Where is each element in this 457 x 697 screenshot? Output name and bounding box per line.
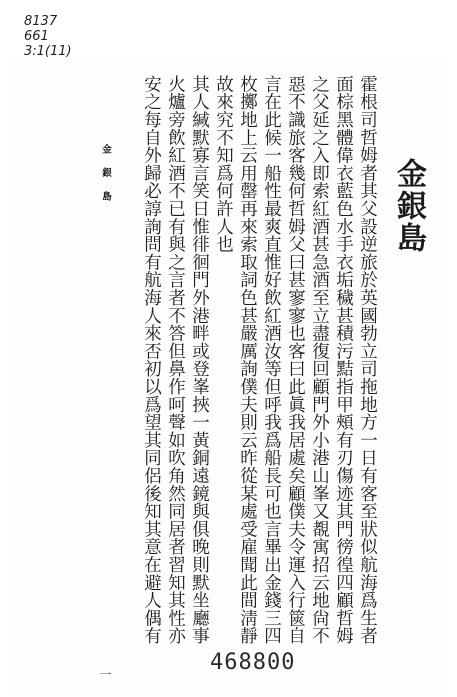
- text-column: 其人緘默寡言笑日惟徘徊門外港畔或登峯挾一黃銅遠鏡與俱晚則默坐廳事: [189, 75, 210, 645]
- catalog-stamp: 468800: [210, 650, 296, 675]
- page-scan: [8, 60, 448, 692]
- text-column: 故來究不知爲何許人也: [213, 75, 234, 253]
- shelf-mark-line: 661: [24, 29, 49, 44]
- text-column: 霍根司哲姆者其父設逆旅於英國勃立司拖地方一日有客至狀似航海爲生者: [357, 75, 378, 645]
- text-column: 枚擲地上云用罄再來索取詞色甚嚴厲詢僕夫則云昨從某處受雇聞此間淸靜: [237, 75, 258, 645]
- text-column: 面棕黑體偉衣藍色水手衣垢穢甚積污黠指甲頰有刃傷迹其門徬徨四顧哲姆: [333, 75, 354, 645]
- running-head: 金銀島: [100, 144, 111, 215]
- handwritten-shelf-mark: [24, 14, 104, 59]
- text-column: 安之每自外歸必諄詢問有航海人來否初以爲望其同侶後知其意在避人偶有: [141, 75, 162, 645]
- text-column: 惡不識旅客幾何哲姆父曰甚寥寥也客曰此眞我居處矣顧僕夫令運入行篋自: [285, 75, 306, 645]
- text-column: 言在此候一船性最爽直惟好飲紅酒汝等但呼我爲船長可也言畢出金錢三四: [261, 75, 282, 645]
- page-title: 金銀島: [391, 158, 426, 254]
- shelf-mark-line: 8137: [24, 14, 58, 29]
- text-column: 火爐旁飲紅酒不已有與之言者不答但鼻作呵聲如吹角然同居者習知其性亦: [165, 75, 186, 645]
- text-column: 之父延之入即索紅酒甚急酒至立盡復回顧門外小港山峯又覩寓招云地尙不: [309, 75, 330, 645]
- folio-mark: 一: [98, 668, 112, 680]
- shelf-mark-line: 3:1(11): [24, 44, 72, 59]
